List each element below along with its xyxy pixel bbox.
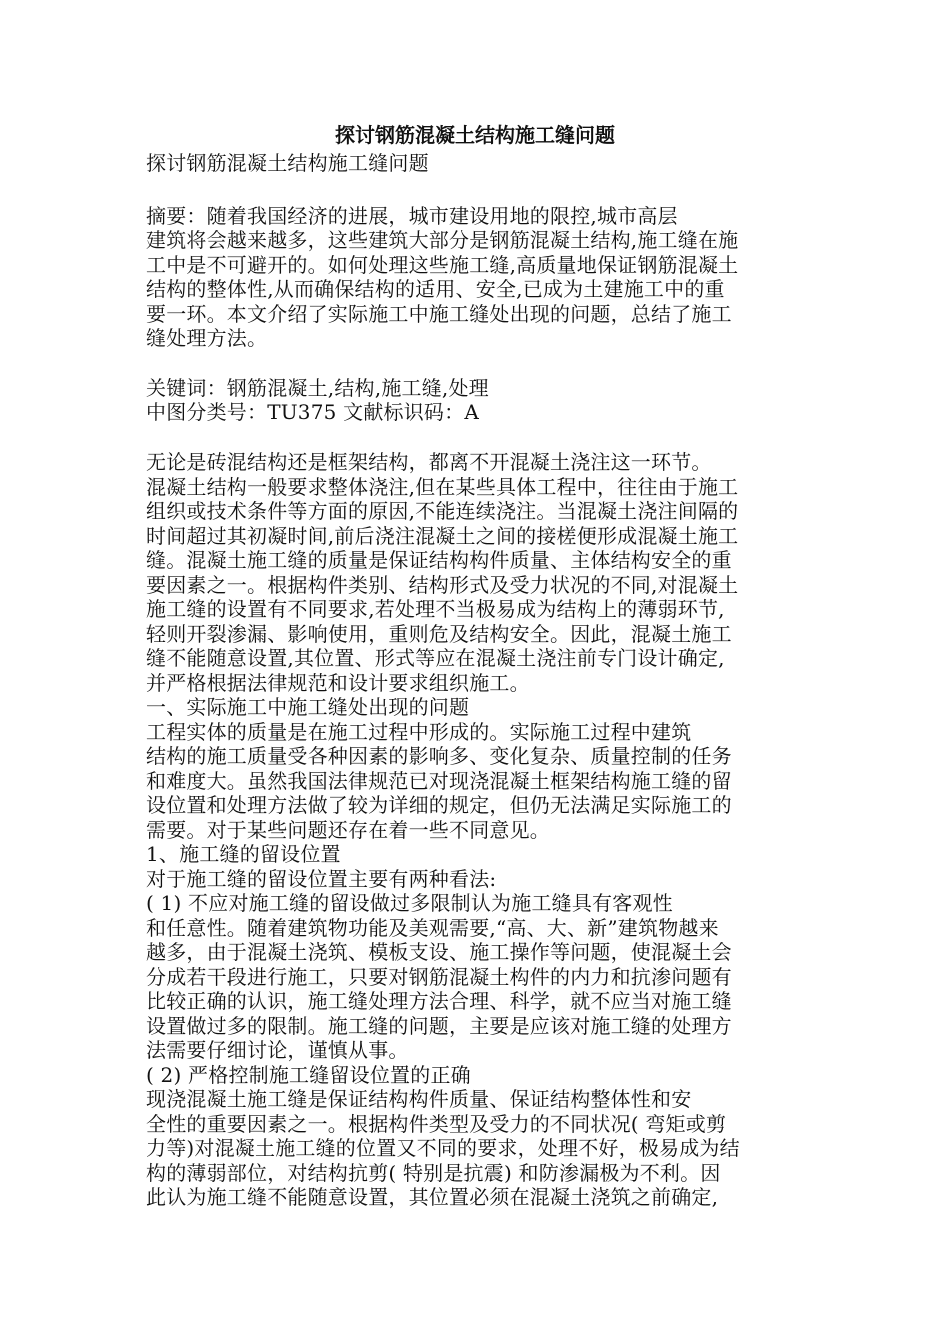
body-line: 和难度大。虽然我国法律规范已对现浇混凝土框架结构施工缝的留 [146,768,732,793]
body-line: 需要。对于某些问题还存在着一些不同意见。 [146,817,550,842]
classification-line: 中图分类号：TU375 文献标识码：A [146,400,479,424]
keywords-line: 关键词：钢筋混凝土,结构,施工缝,处理 [146,376,489,400]
body-line: 法需要仔细讨论，谨慎从事。 [146,1038,409,1062]
document-title: 探讨钢筋混凝土结构施工缝问题 [335,123,615,147]
body-line: 设置做过多的限制。施工缝的问题，主要是应该对施工缝的处理方 [146,1013,732,1038]
body-line: 无论是砖混结构还是框架结构，都离不开混凝土浇注这一环节。 [146,450,712,474]
body-line: 施工缝的设置有不同要求,若处理不当极易成为结构上的薄弱环节, [146,597,725,621]
body-line: 对于施工缝的留设位置主要有两种看法: [146,866,497,891]
body-line: ( 1) 不应对施工缝的留设做过多限制认为施工缝具有客观性 [146,891,673,915]
body-line: 比较正确的认识，施工缝处理方法合理、科学，就不应当对施工缝 [146,989,732,1013]
body-line: 要因素之一。根据构件类别、结构形式及受力状况的不同,对混凝土 [146,572,739,597]
body-line: 并严格根据法律规范和设计要求组织施工。 [146,670,530,695]
abstract-line: 工中是不可避开的。如何处理这些施工缝,高质量地保证钢筋混凝土 [146,252,739,277]
abstract-line: 要一环。本文介绍了实际施工中施工缝处出现的问题，总结了施工 [146,301,732,326]
body-line: 混凝土结构一般要求整体浇注,但在某些具体工程中，往往由于施工 [146,474,739,499]
body-line: 全性的重要因素之一。根据构件类型及受力的不同状况( 弯矩或剪 [146,1111,727,1136]
body-line: 和任意性。随着建筑物功能及美观需要,“高、大、新”建筑物越来 [146,915,719,940]
body-line: 现浇混凝土施工缝是保证结构构件质量、保证结构整体性和安 [146,1087,692,1111]
body-line: 力等)对混凝土施工缝的位置又不同的要求，处理不好，极易成为结 [146,1136,740,1160]
abstract-line: 摘要：随着我国经济的进展，城市建设用地的限控,城市高层 [146,204,678,228]
body-line: 越多，由于混凝土浇筑、模板支设、施工操作等问题，使混凝土会 [146,940,732,964]
abstract-line: 建筑将会越来越多，这些建筑大部分是钢筋混凝土结构,施工缝在施 [146,228,739,253]
body-line: 缝不能随意设置,其位置、形式等应在混凝土浇注前专门设计确定, [146,646,725,670]
body-line: 轻则开裂渗漏、影响使用，重则危及结构安全。因此，混凝土施工 [146,621,732,646]
body-line: 分成若干段进行施工，只要对钢筋混凝土构件的内力和抗渗问题有 [146,964,732,989]
body-line: 结构的施工质量受各种因素的影响多、变化复杂、质量控制的任务 [146,744,732,768]
document-subtitle: 探讨钢筋混凝土结构施工缝问题 [146,151,429,175]
abstract-line: 缝处理方法。 [146,326,268,350]
body-line: 时间超过其初凝时间,前后浇注混凝土之间的接槎便形成混凝土施工 [146,523,739,548]
body-line: 一、实际施工中施工缝处出现的问题 [146,695,470,719]
body-line: 1、施工缝的留设位置 [146,842,341,866]
abstract-line: 结构的整体性,从而确保结构的适用、安全,已成为土建施工中的重 [146,277,725,302]
body-line: 缝。混凝土施工缝的质量是保证结构构件质量、主体结构安全的重 [146,548,732,572]
body-line: ( 2) 严格控制施工缝留设位置的正确 [146,1062,471,1087]
body-line: 此认为施工缝不能随意设置，其位置必须在混凝土浇筑之前确定, [146,1185,719,1209]
body-line: 工程实体的质量是在施工过程中形成的。实际施工过程中建筑 [146,719,692,744]
body-line: 构的薄弱部位，对结构抗剪( 特别是抗震) 和防渗漏极为不利。因 [146,1160,721,1185]
body-line: 组织或技术条件等方面的原因,不能连续浇注。当混凝土浇注间隔的 [146,499,739,523]
body-line: 设位置和处理方法做了较为详细的规定，但仍无法满足实际施工的 [146,793,732,817]
